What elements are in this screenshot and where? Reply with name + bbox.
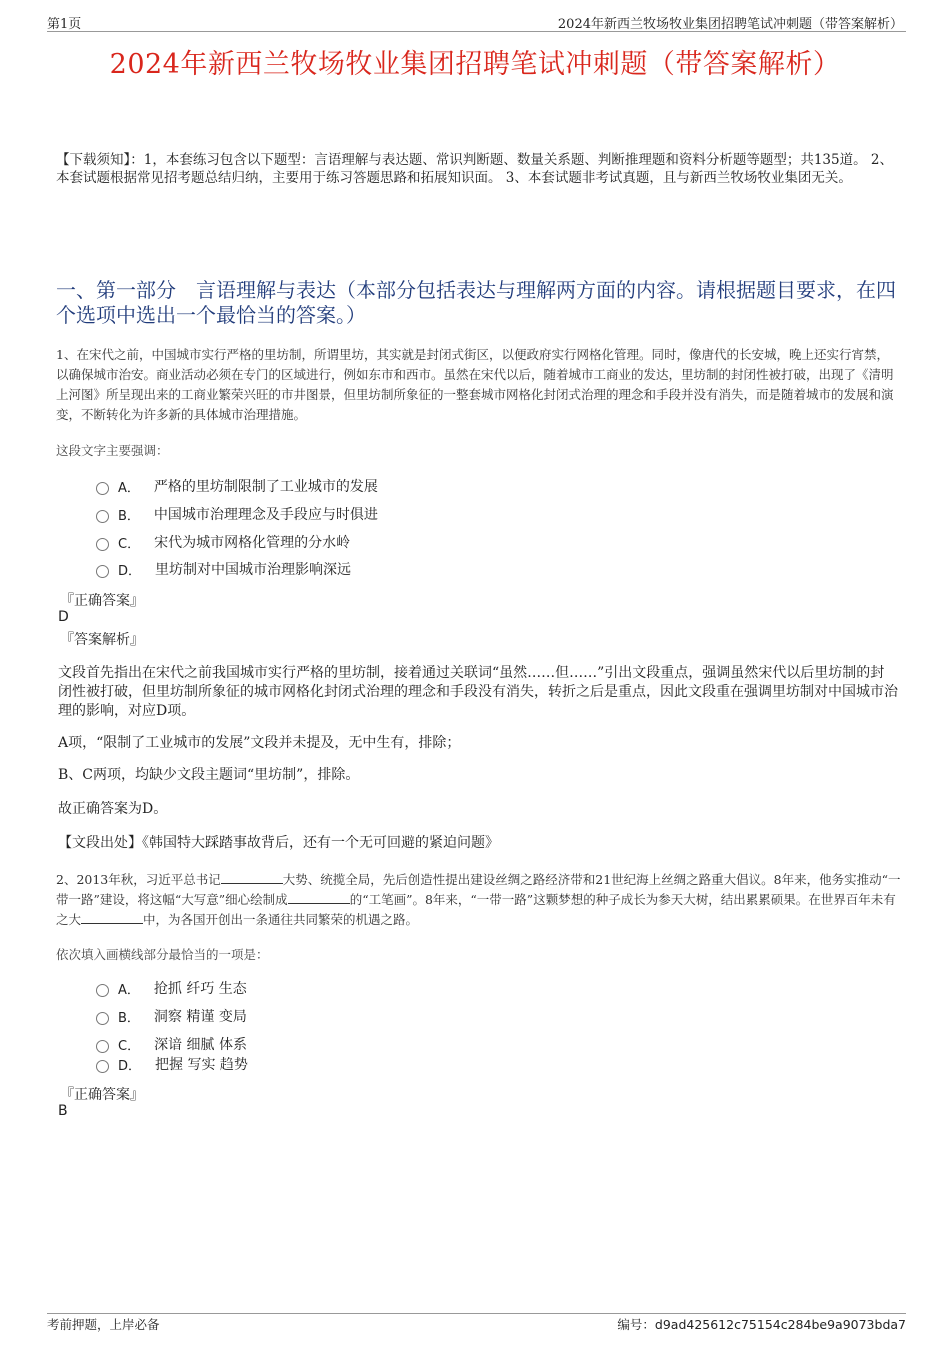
q1-answer-label: 『正确答案』 (60, 593, 144, 609)
q2-text-part: 中，为各国开创出一条通往共同繁荣的机遇之路。 (143, 912, 419, 927)
question-2-prompt: 依次填入画横线部分最恰当的一项是： (56, 947, 269, 962)
q2-option-a[interactable] (96, 978, 247, 998)
option-text: 严格的里坊制限制了工业城市的发展 (153, 479, 378, 495)
q1-analysis-label: 『答案解析』 (60, 632, 144, 648)
q1-analysis-paragraph: 文段首先指出在宋代之前我国城市实行严格的里坊制，接着通过关联词“虽然……但……”引出文段重点，强调虽然宋代以后里坊制的封闭性被打破，但里坊制所象征的城市网格化封闭式治理的理念和手段没有消失，转折之后是重点，因此文段重在强调里坊制对中国城市治理的影响，对应D项。 (58, 665, 898, 719)
section-heading: 一、第一部分 言语理解与表达（本部分包括表达与理解两方面的内容。请根据题目要求，在四个选项中选出一个最恰当的答案。） (56, 278, 896, 327)
q1-option-a[interactable] (96, 476, 378, 496)
radio-icon[interactable] (96, 510, 109, 523)
q1-source: 【文段出处】《韩国特大踩踏事故背后，还有一个无可回避的紧迫问题》 (58, 835, 499, 851)
q1-analysis-bc: B、C两项，均缺少文段主题词“里坊制”，排除。 (58, 767, 360, 783)
q2-answer-label: 『正确答案』 (60, 1087, 144, 1103)
radio-icon[interactable] (96, 984, 109, 997)
footer-code (617, 1315, 906, 1333)
option-text: 把握 写实 趋势 (155, 1057, 248, 1073)
question-1-text: 1、在宋代之前，中国城市实行严格的里坊制，所谓里坊，其实就是封闭式街区，以便政府实行网格化管理。同时，像唐代的长安城，晚上还实行宵禁，以确保城市治安。商业活动必须在专门的区域进行，例如东市和西市。虽然在宋代以后，随着城市工商业的发达，里坊制的封闭性被打破，出现了《清明上河图》所呈现出来的工商业繁荣兴旺的市井图景，但里坊制所象征的一整套城市网格化封闭式治理的理念和手段并没有消失，而是随着城市的发展和演变，不断转化为许多新的具体城市治理措施。 (56, 347, 894, 422)
q1-analysis-conclusion: 故正确答案为D。 (58, 801, 168, 817)
option-letter: C． (118, 1038, 141, 1054)
option-text: 里坊制对中国城市治理影响深远 (155, 562, 352, 578)
q2-option-b[interactable] (96, 1006, 247, 1026)
option-letter: D． (118, 563, 142, 579)
q2-text-part: 2、2013年秋，习近平总书记 (56, 872, 221, 887)
radio-icon[interactable] (96, 1012, 109, 1025)
option-letter: B． (118, 508, 140, 524)
q2-option-d[interactable] (96, 1054, 248, 1074)
radio-icon[interactable] (96, 538, 109, 551)
footer-slogan: 考前押题，上岸必备 (47, 1317, 160, 1332)
option-text: 宋代为城市网格化管理的分水岭 (154, 535, 351, 551)
option-letter: A． (118, 480, 140, 496)
fill-blank (221, 871, 283, 884)
radio-icon[interactable] (96, 482, 109, 495)
option-text: 抢抓 纤巧 生态 (153, 981, 247, 997)
header-doc-title: 2024年新西兰牧场牧业集团招聘笔试冲刺题（带答案解析） (557, 17, 903, 32)
header-divider (47, 31, 906, 32)
q1-option-d[interactable] (96, 559, 351, 579)
download-notice: 【下载须知】：1，本套练习包含以下题型：言语理解与表达题、常识判断题、数量关系题、判断推理题和资料分析题等题型；共135道。 2、本套试题根据常见招考题总结归纳，主要用于练习答题思路和拓展知识面。 3、本套试题非考试真题，且与新西兰牧场牧业集团无关。 (56, 152, 893, 186)
q1-option-b[interactable] (96, 504, 378, 524)
question-1-prompt: 这段文字主要强调： (56, 443, 169, 458)
fill-blank (81, 911, 143, 924)
option-letter: B． (118, 1010, 140, 1026)
option-letter: C． (118, 536, 141, 552)
footer-code-label: 编号： (617, 1317, 655, 1332)
question-2-text (56, 870, 901, 930)
q2-option-c[interactable] (96, 1034, 247, 1054)
radio-icon[interactable] (96, 1060, 109, 1073)
page-number: 第1页 (47, 17, 82, 32)
q1-analysis-a: A项，“限制了工业城市的发展”文段并未提及，无中生有，排除； (58, 735, 461, 751)
q1-answer: D (58, 609, 69, 625)
footer-code-value: d9ad425612c75154c284be9a9073bda7 (654, 1317, 906, 1332)
page-title: 2024年新西兰牧场牧业集团招聘笔试冲刺题（带答案解析） (109, 49, 841, 80)
footer-divider (47, 1313, 906, 1314)
option-text: 深谙 细腻 体系 (154, 1037, 247, 1053)
q2-text-part: 的“工笔画”。8年来，“一带一路”这颗梦想的种子成长为参天大树，结出累累硕果。在世界百年未有之大 (56, 892, 896, 927)
q1-option-c[interactable] (96, 532, 350, 552)
q2-text-part: 大势、统揽全局，先后创造性提出建设丝绸之路经济带和21世纪海上丝绸之路重大倡议。8年来，他务实推动“一带一路”建设，将这幅“大写意”细心绘制成 (56, 872, 901, 907)
radio-icon[interactable] (96, 565, 109, 578)
option-text: 洞察 精谨 变局 (153, 1009, 247, 1025)
q2-answer: B (58, 1103, 68, 1119)
fill-blank (288, 891, 350, 904)
option-letter: A． (118, 982, 140, 998)
option-letter: D． (118, 1058, 142, 1074)
radio-icon[interactable] (96, 1040, 109, 1053)
option-text: 中国城市治理理念及手段应与时俱进 (153, 507, 378, 523)
